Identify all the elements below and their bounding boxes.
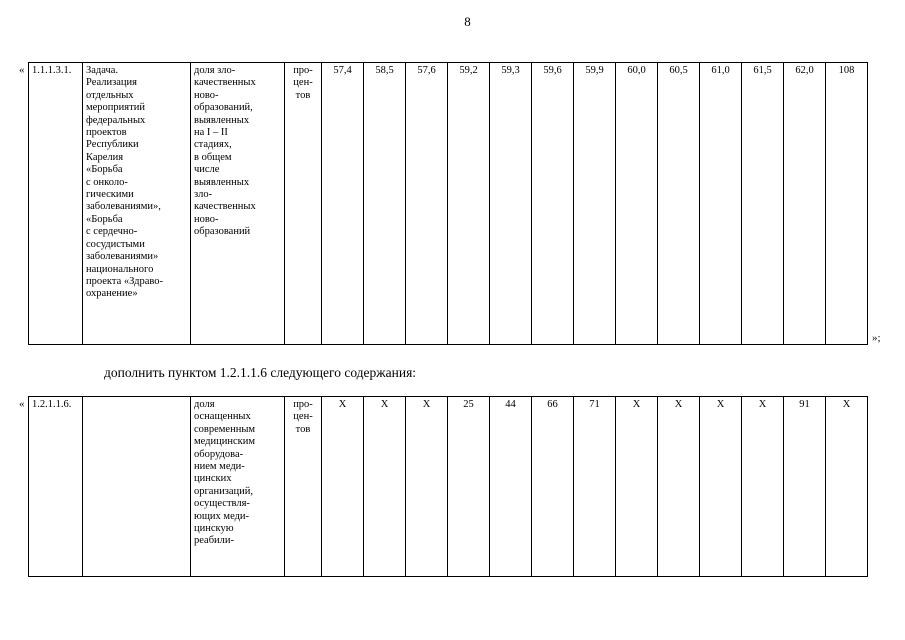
value-cell: 44: [490, 397, 532, 577]
close-quote: »;: [872, 332, 881, 344]
amendment-instruction: дополнить пунктом 1.2.1.1.6 следующего содержания:: [104, 365, 417, 380]
table-row: [29, 63, 868, 345]
task-description: Задача. Реализация отдельных мероприятий федеральных проектов Республики Карелия «Борьба с онколо- гическими заболеваниями», «Борьба с сердечно- сосудистыми заболеваниями» национального проекта «Здраво- охранение»: [83, 63, 191, 345]
value-cell: X: [322, 397, 364, 577]
value-cell: X: [616, 397, 658, 577]
value-cell: X: [406, 397, 448, 577]
value-cell: 59,3: [490, 63, 532, 345]
value-cell: 59,2: [448, 63, 490, 345]
value-cell: X: [742, 397, 784, 577]
value-cell: 62,0: [784, 63, 826, 345]
value-cell: X: [700, 397, 742, 577]
value-cell: 57,4: [322, 63, 364, 345]
value-cell: 60,0: [616, 63, 658, 345]
value-cell: 61,5: [742, 63, 784, 345]
table-row: [29, 397, 868, 577]
value-cell: 25: [448, 397, 490, 577]
value-cell: 108: [826, 63, 868, 345]
unit-cell: про- цен- тов: [285, 397, 322, 577]
open-quote: «: [19, 398, 25, 410]
value-cell: 57,6: [406, 63, 448, 345]
value-cell: 60,5: [658, 63, 700, 345]
value-cell: X: [658, 397, 700, 577]
indicator-table-existing: [28, 62, 868, 345]
task-description: [83, 397, 191, 577]
value-cell: 58,5: [364, 63, 406, 345]
unit-cell: про- цен- тов: [285, 63, 322, 345]
value-cell: 61,0: [700, 63, 742, 345]
value-cell: 91: [784, 397, 826, 577]
indicator-table-new: [28, 396, 868, 577]
page-number: 8: [464, 14, 471, 29]
value-cell: X: [826, 397, 868, 577]
row-code: 1.1.1.3.1.: [29, 63, 83, 345]
value-cell: 59,9: [574, 63, 616, 345]
value-cell: X: [364, 397, 406, 577]
indicator-name: доля зло- качественных ново- образований, выявленных на I – II стадиях, в общем числе выявленных зло- качественных ново- образований: [191, 63, 285, 345]
value-cell: 59,6: [532, 63, 574, 345]
value-cell: 71: [574, 397, 616, 577]
indicator-name: доля оснащенных современным медицинским оборудова- нием меди- цинских организаций, осуществля- ющих меди- цинскую реабили-: [191, 397, 285, 577]
open-quote: «: [19, 64, 25, 76]
value-cell: 66: [532, 397, 574, 577]
row-code: 1.2.1.1.6.: [29, 397, 83, 577]
